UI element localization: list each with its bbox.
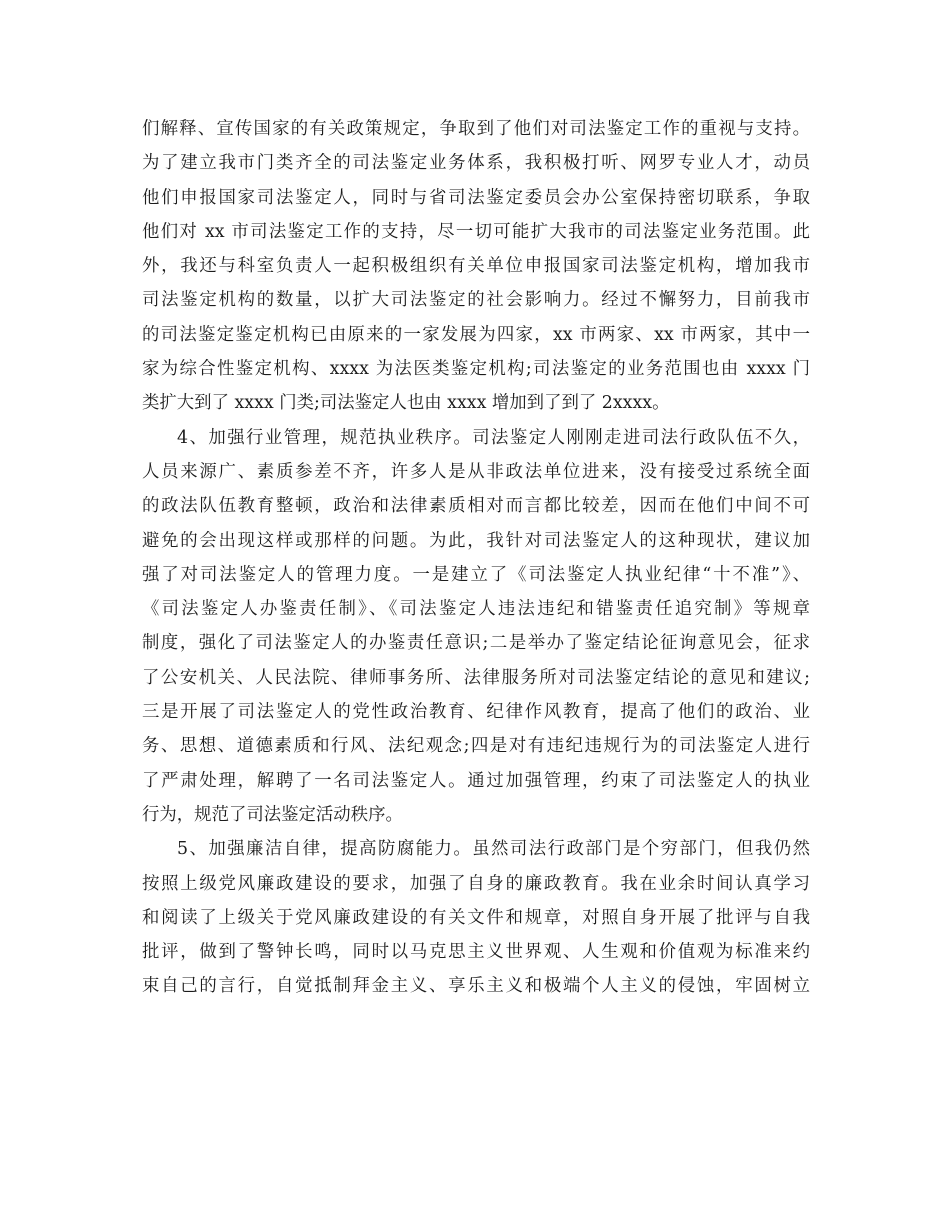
text-line: 三是开展了司法鉴定人的党性政治教育、纪律作风教育，提高了他们的政治、业 bbox=[142, 702, 810, 723]
text-line: 束自己的言行，自觉抵制拜金主义、享乐主义和极端个人主义的侵蚀，牢固树立 bbox=[142, 976, 810, 997]
text-line: 《司法鉴定人办鉴责任制》、《司法鉴定人违法违纪和错鉴责任追究制》等规章 bbox=[142, 599, 810, 620]
text-line: 了严肃处理，解聘了一名司法鉴定人。通过加强管理，约束了司法鉴定人的执业 bbox=[142, 770, 810, 791]
text-line: 的政法队伍教育整顿，政治和法律素质相对而言都比较差，因而在他们中间不可 bbox=[142, 496, 810, 517]
text-line: 行为，规范了司法鉴定活动秩序。 bbox=[142, 804, 403, 825]
document-body bbox=[142, 112, 810, 1004]
text-line: 为了建立我市门类齐全的司法鉴定业务体系，我积极打听、网罗专业人才，动员 bbox=[142, 153, 810, 174]
text-line: 制度，强化了司法鉴定人的办鉴责任意识;二是举办了鉴定结论征询意见会，征求 bbox=[142, 633, 810, 654]
text-line: 了公安机关、人民法院、律师事务所、法律服务所对司法鉴定结论的意见和建议; bbox=[142, 667, 810, 688]
text-line: 司法鉴定机构的数量，以扩大司法鉴定的社会影响力。经过不懈努力，目前我市 bbox=[142, 290, 810, 311]
text-line: 家为综合性鉴定机构、xxxx 为法医类鉴定机构;司法鉴定的业务范围也由 xxxx 门 bbox=[142, 359, 810, 380]
text-line: 务、思想、道德素质和行风、法纪观念;四是对有违纪违规行为的司法鉴定人进行 bbox=[142, 736, 810, 757]
text-line: 按照上级党风廉政建设的要求，加强了自身的廉政教育。我在业余时间认真学习 bbox=[142, 873, 810, 894]
text-line: 他们申报国家司法鉴定人，同时与省司法鉴定委员会办公室保持密切联系，争取 bbox=[142, 187, 810, 208]
text-line: 避免的会出现这样或那样的问题。为此，我针对司法鉴定人的这种现状，建议加 bbox=[142, 530, 810, 551]
text-line: 强了对司法鉴定人的管理力度。一是建立了《司法鉴定人执业纪律“十不准”》、 bbox=[142, 564, 810, 585]
paragraph-start-line: 5、加强廉洁自律，提高防腐能力。虽然司法行政部门是个穷部门，但我仍然 bbox=[177, 839, 810, 860]
text-line: 和阅读了上级关于党风廉政建设的有关文件和规章，对照自身开展了批评与自我 bbox=[142, 907, 810, 928]
text-line: 批评，做到了警钟长鸣，同时以马克思主义世界观、人生观和价值观为标准来约 bbox=[142, 942, 810, 963]
text-line: 类扩大到了 xxxx 门类;司法鉴定人也由 xxxx 增加到了到了 2xxxx。 bbox=[142, 393, 670, 414]
paragraph-start-line: 4、加强行业管理，规范执业秩序。司法鉴定人刚刚走进司法行政队伍不久， bbox=[177, 427, 810, 448]
text-line: 他们对 xx 市司法鉴定工作的支持，尽一切可能扩大我市的司法鉴定业务范围。此 bbox=[142, 221, 810, 242]
text-line: 的司法鉴定鉴定机构已由原来的一家发展为四家，xx 市两家、xx 市两家，其中一 bbox=[142, 324, 810, 345]
text-line: 外，我还与科室负责人一起积极组织有关单位申报国家司法鉴定机构，增加我市 bbox=[142, 256, 810, 277]
text-line: 们解释、宣传国家的有关政策规定，争取到了他们对司法鉴定工作的重视与支持。 bbox=[142, 119, 810, 139]
text-line: 人员来源广、素质参差不齐，许多人是从非政法单位进来，没有接受过系统全面 bbox=[142, 461, 810, 482]
